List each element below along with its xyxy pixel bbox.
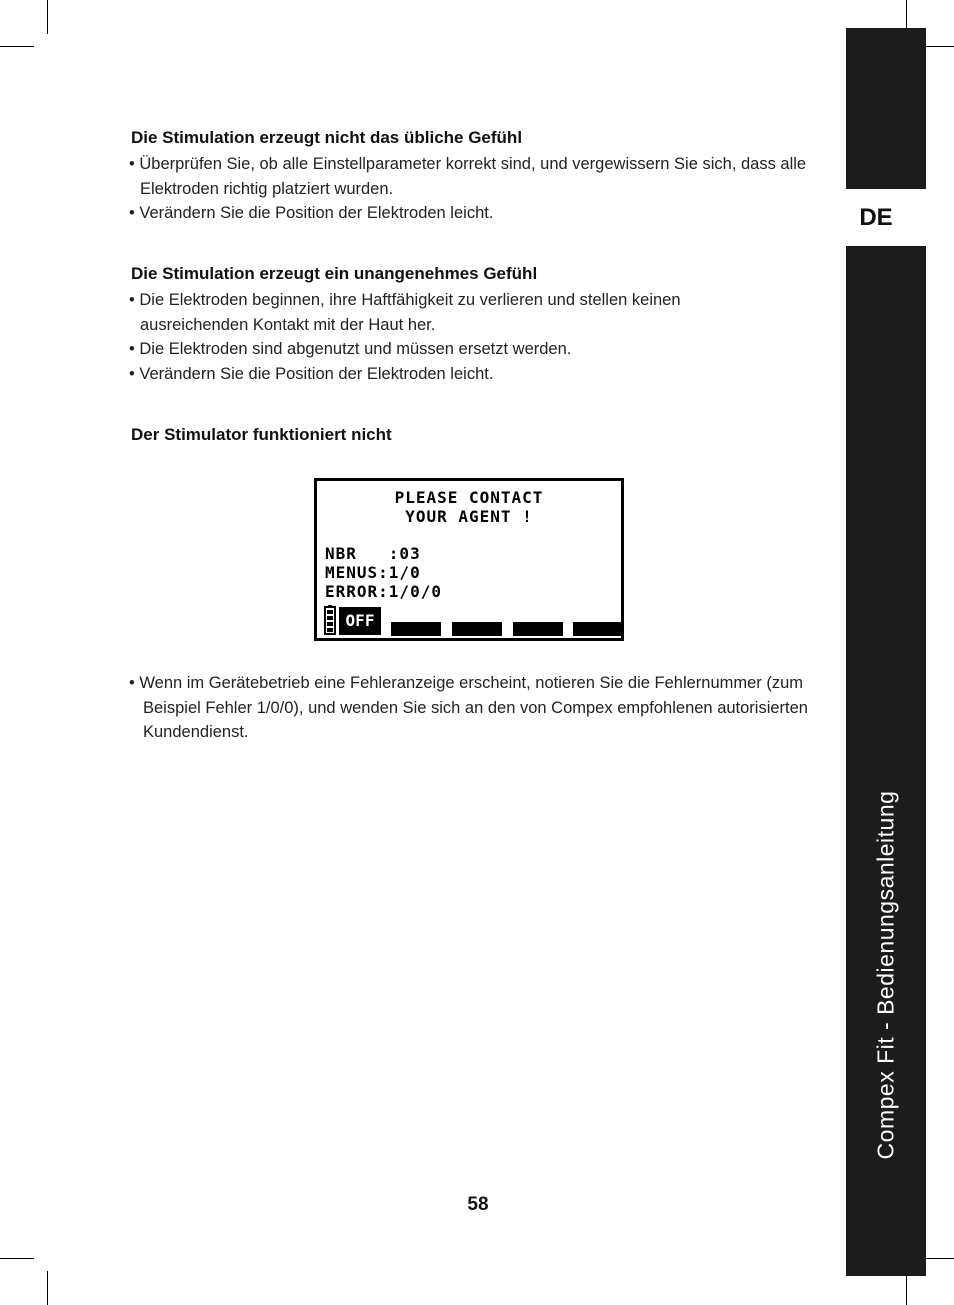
page-number: 58 — [467, 1194, 489, 1215]
lcd-line: MENUS:1/0 — [325, 563, 421, 582]
battery-icon — [324, 605, 336, 635]
language-label: DE — [859, 204, 893, 231]
section-heading: Der Stimulator funktioniert nicht — [131, 425, 392, 444]
crop-mark — [47, 0, 48, 34]
soft-key-bar — [452, 622, 502, 636]
crop-mark — [47, 1271, 48, 1305]
crop-mark — [906, 1271, 907, 1305]
soft-key-bar — [391, 622, 441, 636]
soft-key-bar — [573, 622, 623, 636]
bullet-item: • Die Elektroden beginnen, ihre Haftfähigkeit zu verlieren und stellen keinen ausreichenden Kontakt mit der Haut her. — [129, 291, 681, 334]
error-note: • Wenn im Gerätebetrieb eine Fehleranzeige erscheint, notieren Sie die Fehlernummer (zum Beispiel Fehler 1/0/0), und wenden Sie sich an den von Compex empfohlenen autorisierten Kundendienst. — [129, 674, 808, 741]
crop-mark — [0, 46, 34, 47]
manual-title: Compex Fit - Bedienungsanleitung — [872, 790, 899, 1160]
bullet-item: • Die Elektroden sind abgenutzt und müssen ersetzt werden. — [129, 340, 572, 358]
section-heading: Die Stimulation erzeugt ein unangenehmes Gefühl — [131, 264, 538, 283]
bullet-item: • Überprüfen Sie, ob alle Einstellparameter korrekt sind, und vergewissern Sie sich, dass alle Elektroden richtig platziert wurden. — [129, 155, 807, 198]
lcd-line: PLEASE CONTACT — [394, 488, 544, 507]
crop-mark — [0, 1258, 34, 1259]
lcd-line: ERROR:1/0/0 — [325, 582, 442, 601]
section-heading: Die Stimulation erzeugt nicht das übliche Gefühl — [131, 128, 523, 147]
lcd-line: NBR :03 — [325, 544, 421, 563]
lcd-line: YOUR AGENT ! — [405, 507, 533, 526]
off-indicator: OFF — [339, 607, 381, 635]
bullet-item: • Verändern Sie die Position der Elektroden leicht. — [129, 204, 494, 222]
soft-key-bar — [513, 622, 563, 636]
bullet-item: • Verändern Sie die Position der Elektroden leicht. — [129, 365, 494, 383]
lcd-error-display — [314, 478, 624, 641]
